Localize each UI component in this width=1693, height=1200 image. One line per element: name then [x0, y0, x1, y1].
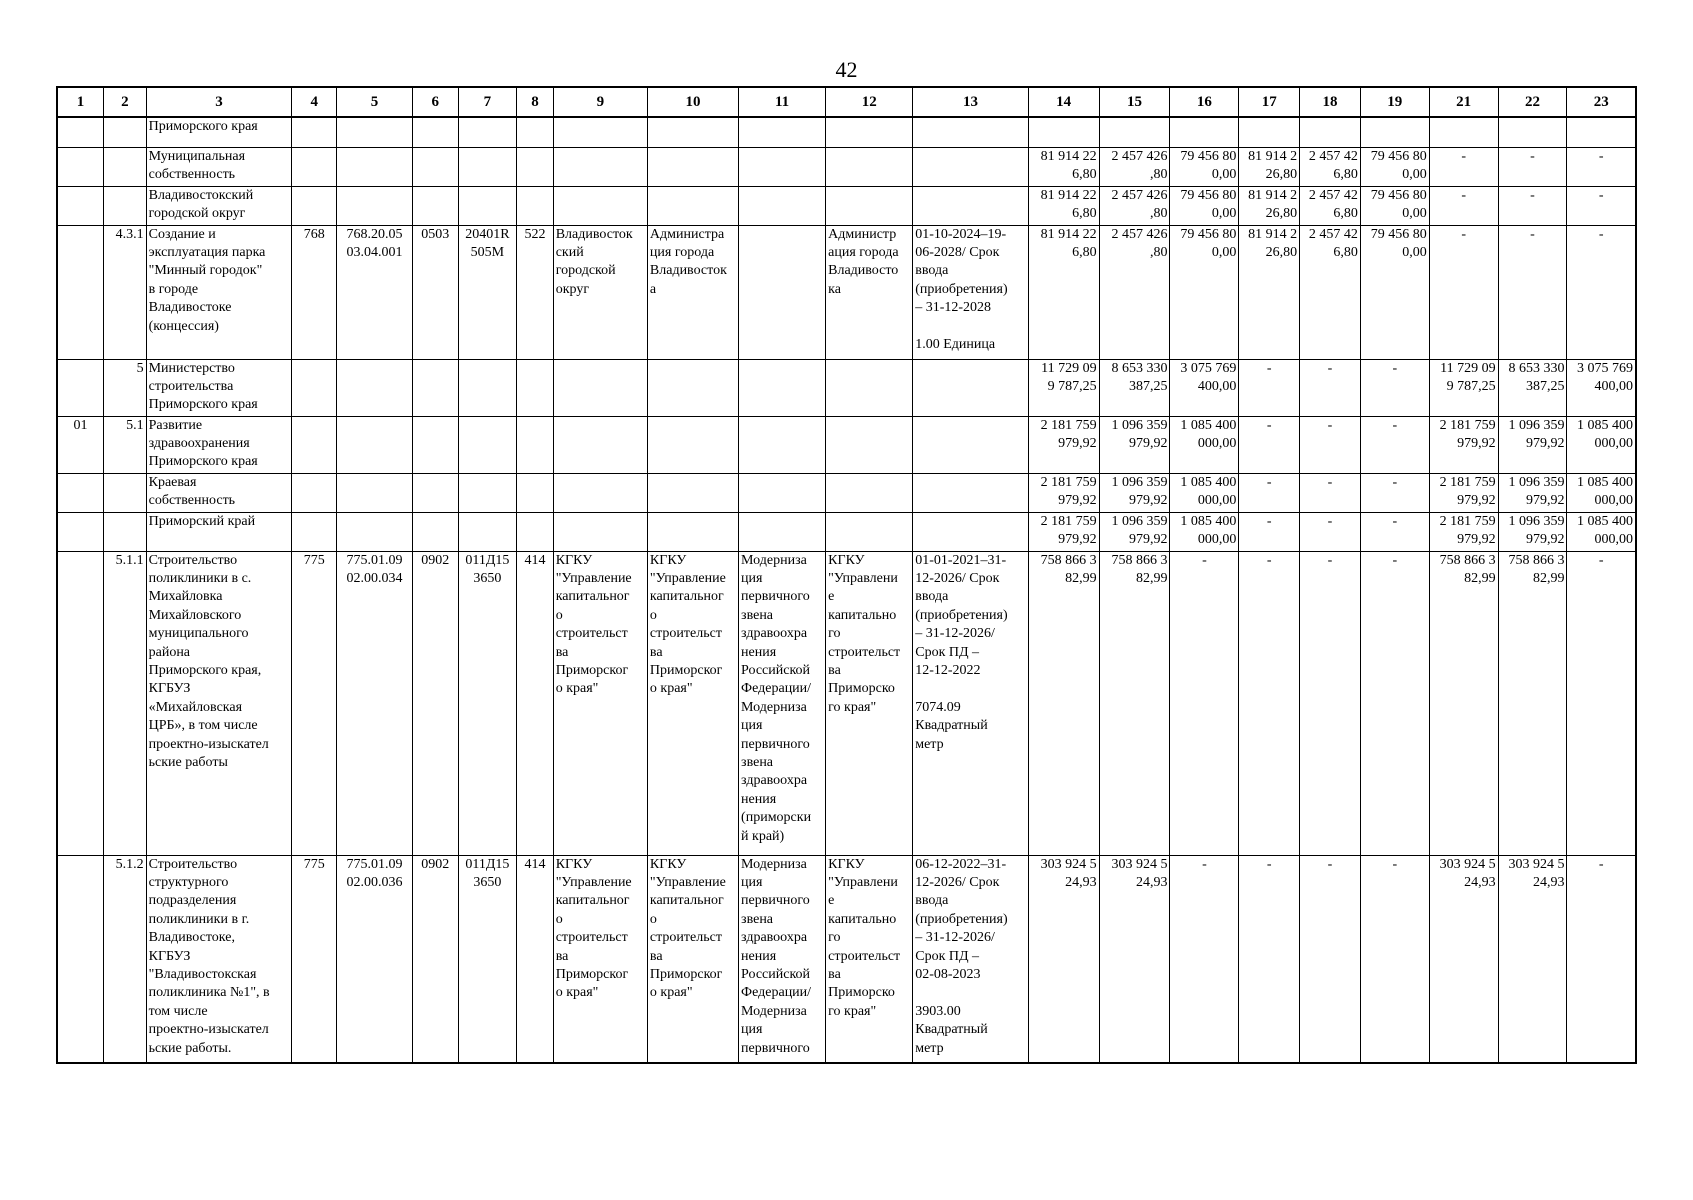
table-cell: 1 085 400 000,00: [1567, 416, 1636, 473]
table-cell: -: [1170, 551, 1239, 855]
table-cell: [826, 117, 913, 147]
table-cell: 81 914 22 6,80: [1028, 186, 1099, 225]
table-cell: [739, 147, 826, 186]
table-cell: [826, 512, 913, 551]
table-cell: Владивостокский городской округ: [146, 186, 292, 225]
table-cell: 11 729 09 9 787,25: [1429, 359, 1498, 416]
table-cell: [412, 147, 458, 186]
table-cell: -: [1498, 225, 1567, 359]
table-cell: 775.01.09 02.00.034: [337, 551, 413, 855]
table-cell: -: [1300, 551, 1361, 855]
table-cell: 2 181 759 979,92: [1429, 416, 1498, 473]
table-cell: [57, 359, 104, 416]
column-header: 16: [1170, 87, 1239, 117]
table-cell: Строительство структурного подразделения поликлиники в г. Владивостоке, КГБУЗ "Владивостокская поликлиника №1", в том числе проектно-изыскател ьские работы.: [146, 855, 292, 1063]
table-cell: [913, 512, 1028, 551]
table-cell: [553, 512, 647, 551]
table-cell: [739, 186, 826, 225]
table-cell: 81 914 22 6,80: [1028, 225, 1099, 359]
table-cell: 775: [292, 855, 337, 1063]
table-cell: 79 456 80 0,00: [1170, 225, 1239, 359]
table-cell: -: [1300, 416, 1361, 473]
table-cell: [412, 186, 458, 225]
table-cell: 758 866 3 82,99: [1429, 551, 1498, 855]
table-cell: 2 181 759 979,92: [1028, 512, 1099, 551]
table-cell: [337, 117, 413, 147]
table-cell: -: [1239, 359, 1300, 416]
column-header: 7: [458, 87, 517, 117]
table-row: [57, 551, 1636, 855]
table-cell: [553, 416, 647, 473]
table-cell: 81 914 22 6,80: [1028, 147, 1099, 186]
table-cell: 5.1.1: [104, 551, 147, 855]
table-cell: [517, 186, 553, 225]
table-cell: [647, 186, 738, 225]
table-cell: [412, 416, 458, 473]
table-cell: [1170, 117, 1239, 147]
table-cell: 1 085 400 000,00: [1567, 512, 1636, 551]
table-cell: 2 181 759 979,92: [1028, 416, 1099, 473]
table-cell: 011Д15 3650: [458, 551, 517, 855]
column-header: 1: [57, 87, 104, 117]
table-cell: 2 457 42 6,80: [1300, 225, 1361, 359]
table-cell: 303 924 5 24,93: [1429, 855, 1498, 1063]
table-cell: 79 456 80 0,00: [1360, 225, 1429, 359]
table-cell: Администра ция города Владивосток а: [647, 225, 738, 359]
table-cell: 2 457 42 6,80: [1300, 147, 1361, 186]
table-cell: 01-10-2024–19- 06-2028/ Срок ввода (приобретения) – 31-12-2028 1.00 Единица: [913, 225, 1028, 359]
table-row: [57, 225, 1636, 359]
table-row: [57, 855, 1636, 1063]
table-cell: [458, 117, 517, 147]
table-cell: 01-01-2021–31- 12-2026/ Срок ввода (приобретения) – 31-12-2026/ Срок ПД – 12-12-2022 7074.09 Квадратный метр: [913, 551, 1028, 855]
table-cell: [104, 117, 147, 147]
table-cell: [292, 473, 337, 512]
table-cell: 0902: [412, 855, 458, 1063]
table-cell: 1 085 400 000,00: [1567, 473, 1636, 512]
column-header: 5: [337, 87, 413, 117]
table-cell: Создание и эксплуатация парка "Минный городок" в городе Владивостоке (концессия): [146, 225, 292, 359]
table-cell: -: [1300, 359, 1361, 416]
table-cell: 758 866 3 82,99: [1498, 551, 1567, 855]
column-header: 19: [1360, 87, 1429, 117]
table-cell: [913, 186, 1028, 225]
table-cell: [104, 186, 147, 225]
table-cell: Министерство строительства Приморского края: [146, 359, 292, 416]
table-cell: 5.1: [104, 416, 147, 473]
header-row: [57, 87, 1636, 117]
table-cell: -: [1567, 551, 1636, 855]
table-cell: КГКУ "Управление капитальног о строительст ва Приморског о края": [647, 551, 738, 855]
table-cell: 758 866 3 82,99: [1028, 551, 1099, 855]
table-cell: Владивосток ский городской округ: [553, 225, 647, 359]
table-cell: 1 096 359 979,92: [1498, 512, 1567, 551]
table-cell: 79 456 80 0,00: [1360, 186, 1429, 225]
table-cell: 1 096 359 979,92: [1498, 416, 1567, 473]
table-cell: [292, 359, 337, 416]
table-cell: 303 924 5 24,93: [1498, 855, 1567, 1063]
table-cell: 2 457 426 ,80: [1099, 147, 1170, 186]
table-cell: [412, 359, 458, 416]
table-cell: [292, 186, 337, 225]
table-cell: 1 085 400 000,00: [1170, 512, 1239, 551]
table-cell: [1028, 117, 1099, 147]
table-cell: [337, 473, 413, 512]
table-cell: -: [1239, 855, 1300, 1063]
table-cell: -: [1360, 473, 1429, 512]
table-cell: [826, 416, 913, 473]
table-cell: 2 181 759 979,92: [1429, 473, 1498, 512]
table-cell: 1 096 359 979,92: [1099, 473, 1170, 512]
table-cell: [647, 512, 738, 551]
table-cell: [517, 117, 553, 147]
table-cell: 8 653 330 387,25: [1099, 359, 1170, 416]
table-body: [57, 117, 1636, 1063]
table-cell: [1498, 117, 1567, 147]
table-cell: [57, 186, 104, 225]
table-cell: [739, 512, 826, 551]
table-cell: [1239, 117, 1300, 147]
table-cell: 414: [517, 551, 553, 855]
table-cell: [647, 416, 738, 473]
table-cell: 0503: [412, 225, 458, 359]
table-cell: [553, 359, 647, 416]
table-cell: 01: [57, 416, 104, 473]
table-cell: [458, 416, 517, 473]
table-cell: 1 085 400 000,00: [1170, 416, 1239, 473]
column-header: 15: [1099, 87, 1170, 117]
table-cell: [292, 416, 337, 473]
table-cell: 414: [517, 855, 553, 1063]
column-header: 23: [1567, 87, 1636, 117]
table-cell: [517, 416, 553, 473]
table-cell: [458, 359, 517, 416]
table-cell: Краевая собственность: [146, 473, 292, 512]
table-cell: -: [1567, 855, 1636, 1063]
data-table: [56, 86, 1637, 1064]
table-cell: 06-12-2022–31- 12-2026/ Срок ввода (приобретения) – 31-12-2026/ Срок ПД – 02-08-2023 3903.00 Квадратный метр: [913, 855, 1028, 1063]
column-header: 11: [739, 87, 826, 117]
table-cell: 775: [292, 551, 337, 855]
table-cell: -: [1429, 225, 1498, 359]
table-cell: [553, 473, 647, 512]
table-row: [57, 117, 1636, 147]
table-cell: [647, 359, 738, 416]
table-cell: 81 914 2 26,80: [1239, 186, 1300, 225]
table-cell: Модерниза ция первичного звена здравоохра нения Российской Федерации/ Модерниза ция первичного звена здравоохра нения (приморски й край): [739, 551, 826, 855]
table-cell: [57, 855, 104, 1063]
column-header: 18: [1300, 87, 1361, 117]
column-header: 12: [826, 87, 913, 117]
table-cell: 79 456 80 0,00: [1170, 186, 1239, 225]
table-cell: [517, 473, 553, 512]
table-cell: КГКУ "Управление капитальног о строительст ва Приморског о края": [553, 551, 647, 855]
table-cell: КГКУ "Управлени е капитально го строительст ва Приморско го края": [826, 855, 913, 1063]
table-cell: [647, 473, 738, 512]
column-header: 21: [1429, 87, 1498, 117]
table-cell: [826, 147, 913, 186]
table-cell: 2 457 426 ,80: [1099, 225, 1170, 359]
table-cell: [1300, 117, 1361, 147]
table-cell: -: [1239, 416, 1300, 473]
table-cell: [739, 117, 826, 147]
table-cell: -: [1239, 551, 1300, 855]
table-cell: КГКУ "Управление капитальног о строительст ва Приморског о края": [647, 855, 738, 1063]
table-cell: [553, 117, 647, 147]
table-cell: 1 096 359 979,92: [1099, 512, 1170, 551]
table-cell: 775.01.09 02.00.036: [337, 855, 413, 1063]
table-cell: [458, 186, 517, 225]
table-cell: [337, 186, 413, 225]
table-cell: [913, 416, 1028, 473]
table-row: [57, 416, 1636, 473]
table-cell: 11 729 09 9 787,25: [1028, 359, 1099, 416]
table-cell: 4.3.1: [104, 225, 147, 359]
table-cell: [292, 512, 337, 551]
table-cell: [647, 147, 738, 186]
table-cell: 3 075 769 400,00: [1567, 359, 1636, 416]
table-cell: [553, 147, 647, 186]
table-cell: [913, 473, 1028, 512]
table-cell: -: [1360, 416, 1429, 473]
table-cell: [913, 147, 1028, 186]
table-cell: Приморского края: [146, 117, 292, 147]
table-cell: [292, 147, 337, 186]
table-cell: [739, 359, 826, 416]
table-cell: Модерниза ция первичного звена здравоохра нения Российской Федерации/ Модерниза ция первичного: [739, 855, 826, 1063]
table-cell: -: [1360, 551, 1429, 855]
column-header: 10: [647, 87, 738, 117]
table-cell: [913, 359, 1028, 416]
table-cell: 303 924 5 24,93: [1099, 855, 1170, 1063]
column-header: 22: [1498, 87, 1567, 117]
page-number: 42: [835, 57, 858, 82]
table-cell: [826, 186, 913, 225]
table-cell: [337, 147, 413, 186]
table-cell: [739, 473, 826, 512]
table-cell: Администр ация города Владивосто ка: [826, 225, 913, 359]
table-cell: 011Д15 3650: [458, 855, 517, 1063]
table-cell: [647, 117, 738, 147]
table-cell: 1 085 400 000,00: [1170, 473, 1239, 512]
table-row: [57, 186, 1636, 225]
column-header: 9: [553, 87, 647, 117]
table-cell: [1099, 117, 1170, 147]
table-cell: 20401R 505M: [458, 225, 517, 359]
table-cell: КГКУ "Управление капитальног о строительст ва Приморског о края": [553, 855, 647, 1063]
column-header: 13: [913, 87, 1028, 117]
table-cell: [337, 416, 413, 473]
table-cell: КГКУ "Управлени е капитально го строительст ва Приморско го края": [826, 551, 913, 855]
table-cell: [517, 512, 553, 551]
table-cell: -: [1239, 512, 1300, 551]
table-cell: [458, 512, 517, 551]
table-cell: -: [1170, 855, 1239, 1063]
table-cell: 0902: [412, 551, 458, 855]
table-cell: 1 096 359 979,92: [1498, 473, 1567, 512]
table-cell: [1567, 117, 1636, 147]
table-cell: -: [1429, 186, 1498, 225]
table-cell: 522: [517, 225, 553, 359]
table-cell: 2 457 426 ,80: [1099, 186, 1170, 225]
table-cell: [458, 147, 517, 186]
column-header: 3: [146, 87, 292, 117]
table-cell: -: [1300, 512, 1361, 551]
table-cell: [57, 147, 104, 186]
table-cell: [104, 512, 147, 551]
table-cell: [292, 117, 337, 147]
table-cell: [412, 512, 458, 551]
table-cell: [337, 512, 413, 551]
table-cell: 2 457 42 6,80: [1300, 186, 1361, 225]
table-cell: 2 181 759 979,92: [1028, 473, 1099, 512]
table-cell: -: [1567, 225, 1636, 359]
column-header: 14: [1028, 87, 1099, 117]
table-cell: 5.1.2: [104, 855, 147, 1063]
table-cell: -: [1567, 186, 1636, 225]
column-header: 6: [412, 87, 458, 117]
column-header: 2: [104, 87, 147, 117]
table-cell: Строительство поликлиники в с. Михайловка Михайловского муниципального района Приморского края, КГБУЗ «Михайловская ЦРБ», в том числе проектно-изыскател ьские работы: [146, 551, 292, 855]
table-cell: Муниципальная собственность: [146, 147, 292, 186]
table-cell: 1 096 359 979,92: [1099, 416, 1170, 473]
table-cell: 79 456 80 0,00: [1170, 147, 1239, 186]
table-cell: -: [1360, 359, 1429, 416]
table-cell: [739, 416, 826, 473]
table-cell: -: [1239, 473, 1300, 512]
table-cell: -: [1498, 147, 1567, 186]
table-cell: 3 075 769 400,00: [1170, 359, 1239, 416]
table-cell: -: [1300, 855, 1361, 1063]
table-cell: -: [1300, 473, 1361, 512]
table-cell: 758 866 3 82,99: [1099, 551, 1170, 855]
table-cell: 5: [104, 359, 147, 416]
table-cell: [57, 117, 104, 147]
table-cell: [412, 117, 458, 147]
table-cell: [739, 225, 826, 359]
table-cell: [826, 359, 913, 416]
column-header: 17: [1239, 87, 1300, 117]
table-cell: [57, 551, 104, 855]
table-cell: Развитие здравоохранения Приморского края: [146, 416, 292, 473]
table-cell: 81 914 2 26,80: [1239, 147, 1300, 186]
table-cell: [57, 225, 104, 359]
table-cell: [104, 147, 147, 186]
table-cell: 2 181 759 979,92: [1429, 512, 1498, 551]
table-cell: 79 456 80 0,00: [1360, 147, 1429, 186]
table-cell: -: [1567, 147, 1636, 186]
table-row: [57, 473, 1636, 512]
table-cell: [517, 359, 553, 416]
table-cell: [57, 473, 104, 512]
table-cell: 768.20.05 03.04.001: [337, 225, 413, 359]
table-cell: -: [1498, 186, 1567, 225]
table-row: [57, 359, 1636, 416]
table-cell: [337, 359, 413, 416]
table-cell: [104, 473, 147, 512]
table-cell: [1429, 117, 1498, 147]
table-cell: [57, 512, 104, 551]
table-cell: 81 914 2 26,80: [1239, 225, 1300, 359]
table-cell: -: [1429, 147, 1498, 186]
table-cell: 8 653 330 387,25: [1498, 359, 1567, 416]
table-cell: -: [1360, 512, 1429, 551]
table-cell: Приморский край: [146, 512, 292, 551]
table-cell: [412, 473, 458, 512]
table-cell: [517, 147, 553, 186]
table-cell: -: [1360, 855, 1429, 1063]
table-cell: 768: [292, 225, 337, 359]
table-cell: [553, 186, 647, 225]
table-cell: [826, 473, 913, 512]
table-cell: [913, 117, 1028, 147]
table-row: [57, 512, 1636, 551]
table-cell: [1360, 117, 1429, 147]
table-cell: 303 924 5 24,93: [1028, 855, 1099, 1063]
column-header: 8: [517, 87, 553, 117]
table-row: [57, 147, 1636, 186]
table-cell: [458, 473, 517, 512]
column-header: 4: [292, 87, 337, 117]
